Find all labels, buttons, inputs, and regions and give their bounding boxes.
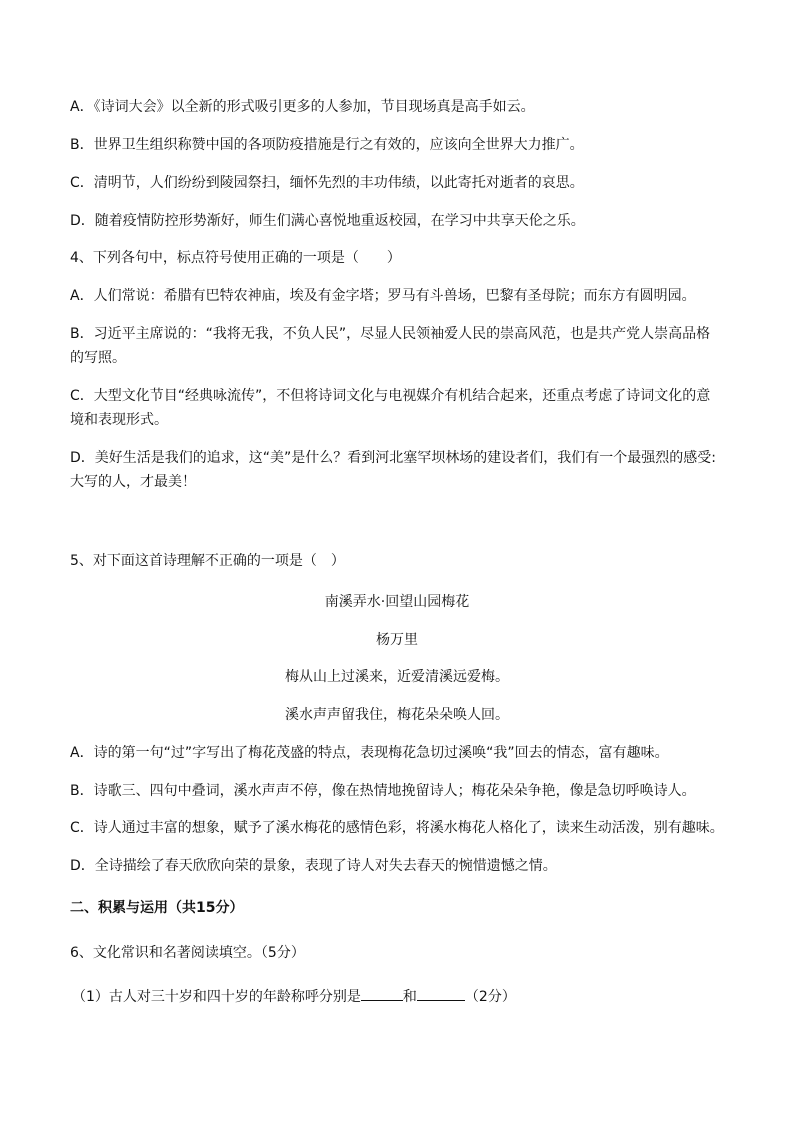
q5-option-d: D．全诗描绘了春天欣欣向荣的景象，表现了诗人对失去春天的惋惜遗憾之情。 [70, 858, 557, 874]
answer-blank-2[interactable] [417, 986, 465, 1001]
q5-option-c: C．诗人通过丰富的想象，赋予了溪水梅花的感情色彩，将溪水梅花人格化了，读来生动活泼，别有趣味。 [70, 820, 724, 836]
poem-author: 杨万里 [376, 632, 418, 648]
q3-option-c: C．清明节，人们纷纷到陵园祭扫，缅怀先烈的丰功伟绩，以此寄托对逝者的哀思。 [70, 175, 584, 191]
q6-sub1-mid: 和 [402, 989, 417, 1005]
q6-stem: 6、文化常识和名著阅读填空。（5分） [70, 945, 305, 961]
q4-option-b-line2: 的写照。 [70, 350, 126, 366]
q3-option-b: B．世界卫生组织称赞中国的各项防疫措施是行之有效的，应该向全世界大力推广。 [70, 137, 584, 153]
answer-blank-1[interactable] [361, 986, 403, 1001]
q4-option-d-line2: 大写的人，才最美！ [70, 474, 196, 490]
q4-option-b-line1: B．习近平主席说的：“我将无我，不负人民”，尽显人民领袖爱人民的崇高风范，也是共产党人崇高品格 [70, 326, 711, 342]
section-heading: 二、积累与运用（共15分） [70, 900, 244, 916]
q4-option-c-line1: C．大型文化节目“经典咏流传”，不但将诗词文化与电视媒介有机结合起来，还重点考虑了诗词文化的意 [70, 388, 711, 404]
q4-stem: 4、下列各句中，标点符号使用正确的一项是（ ） [70, 250, 401, 266]
q5-option-b: B．诗歌三、四句中叠词，溪水声声不停，像在热情地挽留诗人；梅花朵朵争艳，像是急切呼唤诗人。 [70, 783, 696, 799]
q4-option-a: A．人们常说：希腊有巴特农神庙，埃及有金字塔；罗马有斗兽场，巴黎有圣母院；而东方有圆明园。 [70, 288, 696, 304]
q6-sub1-prefix: （1）古人对三十岁和四十岁的年龄称呼分别是 [72, 989, 361, 1005]
q3-option-a: A．《诗词大会》以全新的形式吸引更多的人参加，节目现场真是高手如云。 [70, 99, 535, 115]
q5-stem: 5、对下面这首诗理解不正确的一项是（ ） [70, 553, 345, 569]
q6-sub1-suffix: （2分） [464, 989, 516, 1005]
poem-line-1: 梅从山上过溪来，近爱清溪远爱梅。 [285, 669, 509, 685]
poem-title: 南溪弄水·回望山园梅花 [324, 594, 470, 610]
q6-sub1 [72, 986, 516, 1006]
poem-line-2: 溪水声声留我住，梅花朵朵唤人回。 [285, 707, 509, 723]
q4-option-d-line1: D．美好生活是我们的追求，这“美”是什么？看到河北塞罕坝林场的建设者们，我们有一个最强烈的感受: [70, 450, 717, 466]
q3-option-d: D．随着疫情防控形势渐好，师生们满心喜悦地重返校园，在学习中共享天伦之乐。 [70, 213, 585, 229]
q5-option-a: A．诗的第一句“过”字写出了梅花茂盛的特点，表现梅花急切过溪唤“我”回去的情态，富有趣味。 [70, 745, 669, 761]
q4-option-c-line2: 境和表现形式。 [70, 412, 168, 428]
